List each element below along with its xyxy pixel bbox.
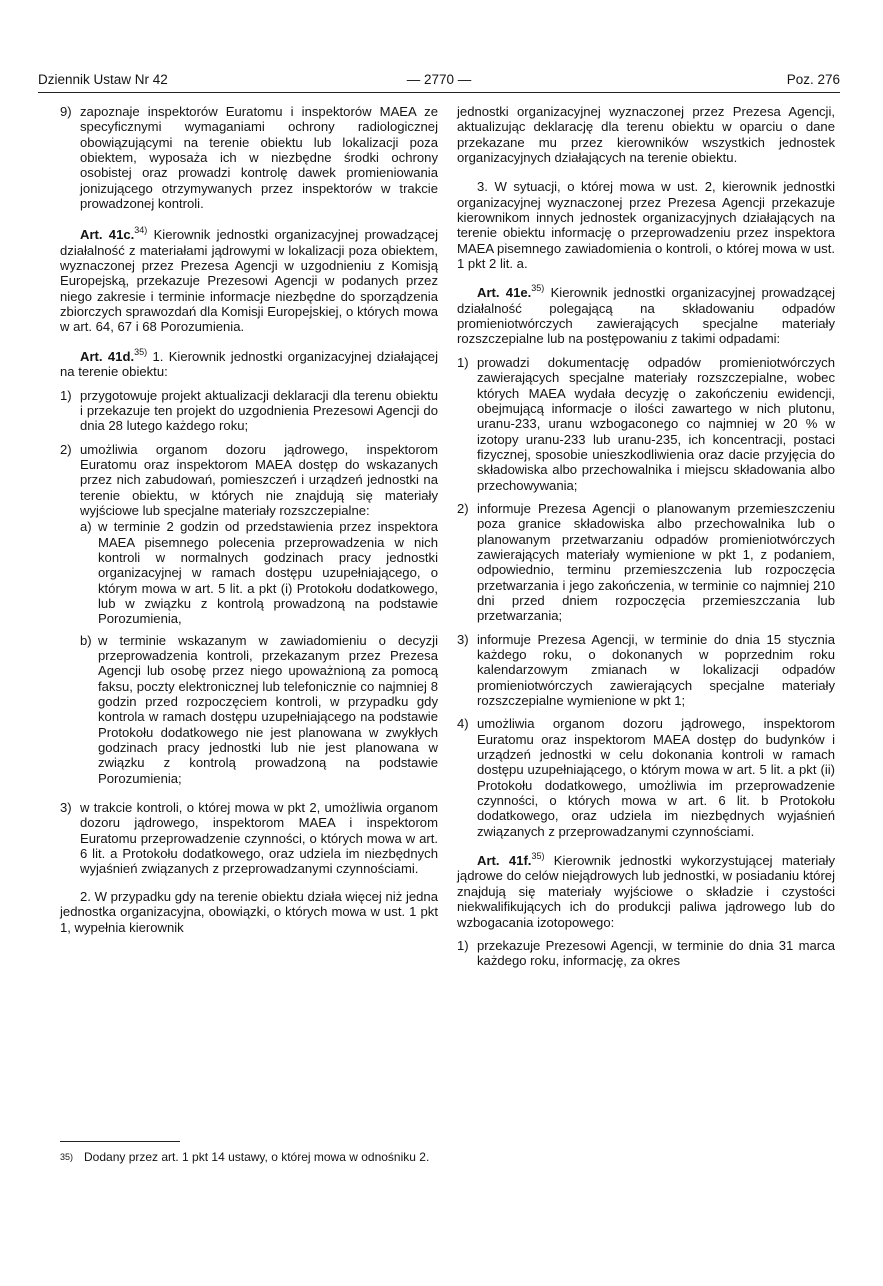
article-label: Art. 41d. xyxy=(80,348,135,364)
article-text: Kierownik jednostki wykorzystującej materiały jądrowe do celów niejądrowych lub jednostki, w posiadaniu której znajdują się materiały wyjściowe o składzie i czystości niekwalifikujących ich do produkcji paliwa jądrowego lub do wzbogacania izotopowego: xyxy=(457,853,835,930)
item-number: 4) xyxy=(457,716,469,732)
footnote-ref: 35) xyxy=(531,851,545,862)
list-item-9 xyxy=(60,104,438,211)
footnote-ref: 34) xyxy=(134,225,148,236)
position-number: Poz. 276 xyxy=(786,72,840,87)
article-label: Art. 41f. xyxy=(477,853,532,869)
item-text: w trakcie kontroli, o której mowa w pkt 2, umożliwia organom dozoru jądrowego, inspektorom MAEA i inspektorom Euratomu przeprowadzenie czynności, o których mowa w art. 6 lit. a Protokołu dodatkowego, oraz udziela im niezbędnych wyjaśnień związanych z przeprowadzanymi czynnościami. xyxy=(80,800,438,877)
right-column xyxy=(457,104,835,977)
article-text: Kierownik jednostki organizacyjnej prowadzącej działalność z materiałami jądrowymi w lokalizacji poza obiektem, wyznaczonej przez Prezesa Agencji w uzgodnieniu z Komisją Europejską, przekazuje Prezesowi Agencji w podanych przez niego zakresie i terminie informacje niezbędne do sporządzenia zbiorczych sprawozdań dla Komisji Europejskiej, o których mowa w art. 64, 67 i 68 Porozumienia. xyxy=(60,227,438,335)
page-number: — 2770 — xyxy=(406,72,472,87)
sub-item-text: w terminie wskazanym w zawiadomieniu o decyzji przeprowadzenia kontroli, przekazanym przez Prezesa Agencji lub osobę przez niego upoważnioną za pomocą faksu, poczty elektronicznej lub telefonicznie co najmniej 8 godzin przed rozpoczęciem kontroli, w przypadku gdy kontrola w ramach dostępu uzupełniającego na podstawie Protokołu dodatkowego nie jest planowana w zwykłych godzinach pracy jednostki lub nie jest planowana w związku z kontrolą prowadzoną na podstawie Porozumienia; xyxy=(98,632,438,786)
list-item-4 xyxy=(457,716,835,839)
item-number: 1) xyxy=(457,937,469,953)
list-item-2 xyxy=(60,442,438,793)
item-number: 2) xyxy=(457,500,469,516)
paragraph-3: 3. W sytuacji, o której mowa w ust. 2, kierownik jednostki organizacyjnej wyznaczonej przez Prezesa Agencji przekazuje kierownikom innych jednostek organizacyjnych działających na terenie obiektu informację o przeprowadzeniu przez inspektora MAEA pisemnego zawiadomienia o kontroli, o której mowa w ust. 1 pkt 2 lit. a. xyxy=(457,179,835,272)
item-number: 9) xyxy=(60,104,72,119)
list-item-1 xyxy=(457,355,835,493)
item-text: umożliwia organom dozoru jądrowego, inspektorom Euratomu oraz inspektorom MAEA dostęp do wskazanych przez nich zabudowań, pomieszczeń i urządzeń jednostki na terenie obiektu, w których nie znajdują się materiały wyjściowe lub specjalne materiały rozszczepialne: xyxy=(80,441,438,518)
item-text: przekazuje Prezesowi Agencji, w terminie do dnia 31 marca każdego roku, informację, za okres xyxy=(477,937,835,969)
item-text: informuje Prezesa Agencji, w terminie do dnia 15 stycznia każdego roku, o dokonanych w poprzednim roku kalendarzowym zmianach w lokalizacji odpadów promieniotwórczych zawierających specjalne materiały rozszczepialne wymienione w pkt 1; xyxy=(477,631,835,709)
list-item-2 xyxy=(457,501,835,624)
footnote-text: Dodany przez art. 1 pkt 14 ustawy, o której mowa w odnośniku 2. xyxy=(84,1150,430,1164)
list-item-1 xyxy=(60,388,438,434)
article-41d xyxy=(60,346,438,380)
item-text: umożliwia organom dozoru jądrowego, inspektorom Euratomu oraz inspektorom MAEA dostęp do budynków i urządzeń jednostki w celu dokonania kontroli w ramach dostępu uzupełniającego, o którym mowa w art. 5 lit. a pkt (ii) Protokołu dodatkowego, umożliwia im przeprowadzenie czynności, o których mowa w art. 6 lit. b Protokołu dodatkowego, oraz udziela im niezbędnych wyjaśnień związanych z przeprowadzanymi czynnościami. xyxy=(477,716,835,839)
article-41c xyxy=(60,227,438,334)
item-text: prowadzi dokumentację odpadów promieniotwórczych zawierających specjalne materiały rozszczepialne, wobec których MAEA wydała decyzję o zakończeniu ewidencji, obejmującą informacje o ilości zawartego w nich plutonu, uranu-233, uranu wzbogaconego co najmniej w 20 % w izotopy uranu-233 lub uranu-235, ich koncentracji, postaci fizycznej, sposobie unieszkodliwienia oraz dacie przyjęcia do składowiska albo przechowalnika i miejscu składowania albo przechowywania; xyxy=(477,354,835,493)
sub-item-a xyxy=(80,519,438,626)
list-item-1-art41f xyxy=(457,938,835,969)
footnote-mark: 35) xyxy=(60,1152,74,1162)
sub-item-b xyxy=(80,633,438,786)
header-divider xyxy=(38,92,840,93)
item-text: zapoznaje inspektorów Euratomu i inspektorów MAEA ze specyficznymi wymaganiami ochrony radiologicznej obowiązującymi na terenie obiektu lub lokalizacji poza obiektem, wyposaża ich w niezbędne środki ochrony osobistej oraz prowadzi kontrolę dawek promieniowania jonizującego otrzymywanych przez inspektorów w trakcie prowadzonej kontroli. xyxy=(80,104,438,212)
paragraph-2: 2. W przypadku gdy na terenie obiektu działa więcej niż jedna jednostka organizacyjna, obowiązki, o których mowa w ust. 1 pkt 1, wypełnia kierownik xyxy=(60,888,438,935)
footnote-ref: 35) xyxy=(531,283,545,294)
list-item-3 xyxy=(60,800,438,877)
journal-title: Dziennik Ustaw Nr 42 xyxy=(38,72,168,87)
item-number: 1) xyxy=(60,387,72,403)
sub-item-letter: a) xyxy=(80,519,92,535)
article-text: Kierownik jednostki organizacyjnej prowadzącej działalność polegającą na składowaniu odpadów promieniotwórczych zawierających specjalne materiały rozszczepialne lub na postępowaniu z takimi odpadami: xyxy=(457,285,835,347)
paragraph-continuation: jednostki organizacyjnej wyznaczonej przez Prezesa Agencji, aktualizując deklarację dla terenu obiektu w oparciu o dane przekazane mu przez kierowników wszystkich jednostek organizacyjnych działających na terenie obiektu. xyxy=(457,104,835,166)
item-number: 1) xyxy=(457,354,469,370)
article-label: Art. 41e. xyxy=(477,285,532,301)
item-number: 2) xyxy=(60,441,72,457)
article-text: 1. Kierownik jednostki organizacyjnej działającej na terenie obiektu: xyxy=(60,348,438,380)
item-number: 3) xyxy=(60,800,72,816)
article-label: Art. 41c. xyxy=(80,227,135,243)
footnote-divider xyxy=(60,1141,180,1142)
left-column xyxy=(60,104,438,949)
footnote-ref: 35) xyxy=(134,346,148,357)
item-text: informuje Prezesa Agencji o planowanym przemieszczeniu poza granice składowiska albo przechowalnika lub o planowanym przetwarzaniu odpadów promieniotwórczych zawierających materiały wymienione w pkt 1, z podaniem, odpowiednio, terminu przemieszczenia lub rozpoczęcia przetwarzania i jego zakończenia, w terminie co najmniej 210 dni przed dniem rozpoczęcia przemieszczania lub przetwarzania; xyxy=(477,500,835,624)
article-41f xyxy=(457,853,835,930)
footnote xyxy=(60,1150,440,1165)
item-text: przygotowuje projekt aktualizacji deklaracji dla terenu obiektu i przekazuje ten projekt do uzgodnienia Prezesowi Agencji do dnia 28 lutego każdego roku; xyxy=(80,387,438,434)
list-item-3 xyxy=(457,632,835,709)
sub-item-letter: b) xyxy=(80,632,92,648)
sub-item-text: w terminie 2 godzin od przedstawienia przez inspektora MAEA pisemnego polecenia przeprowadzenia w nich kontroli w normalnych godzinach pracy jednostki organizacyjnej w ramach dostępu uzupełniającego, o którym mowa w art. 5 lit. a pkt (i) Protokołu dodatkowego, lub w związku z kontrolą prowadzoną na podstawie Porozumienia, xyxy=(98,519,438,627)
item-number: 3) xyxy=(457,631,469,647)
article-41e xyxy=(457,285,835,346)
page-header xyxy=(38,71,840,91)
